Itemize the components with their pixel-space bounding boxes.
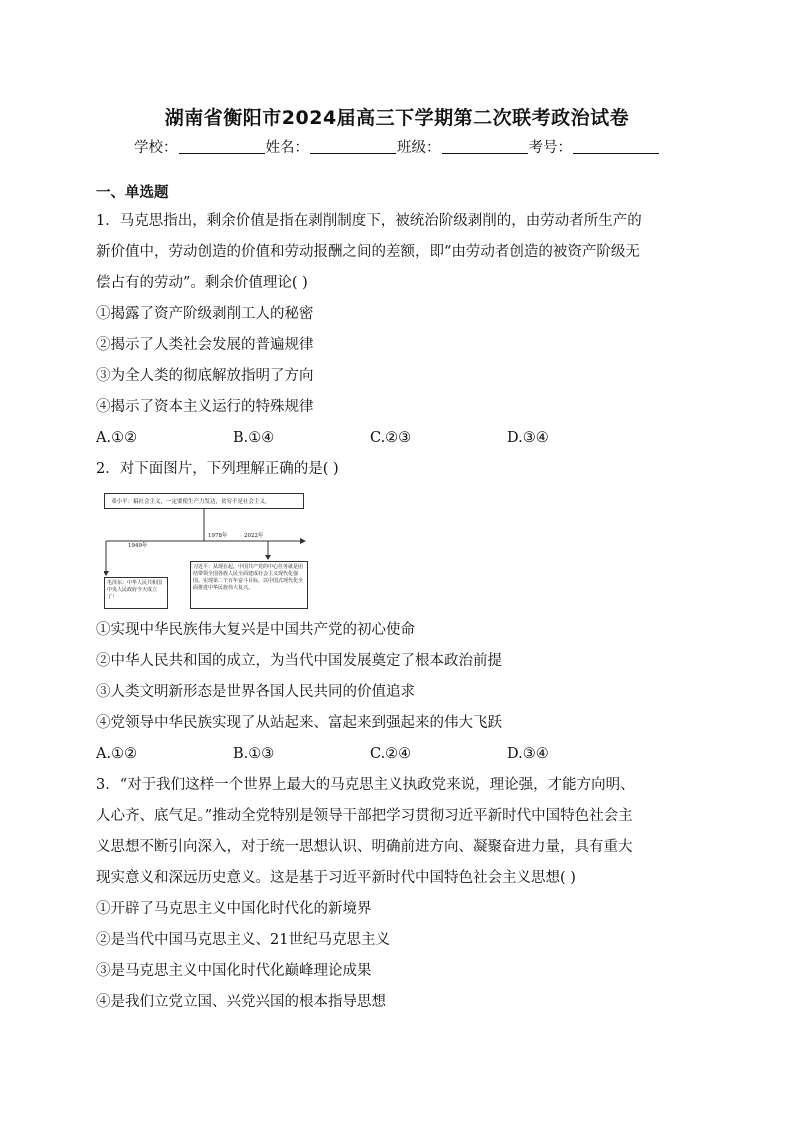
year-2022: 2022年 bbox=[244, 533, 264, 539]
question-3 bbox=[96, 770, 698, 1018]
q1-choice-b[interactable]: B.①④ bbox=[233, 430, 275, 446]
q2-timeline-figure bbox=[104, 493, 312, 611]
student-info-line bbox=[0, 136, 794, 157]
q2-choice-a[interactable]: A.①② bbox=[96, 746, 138, 762]
q1-stem-line: 1．马克思指出，剩余价值是指在剥削制度下，被统治阶级剥削的，由劳动者所生产的 bbox=[96, 213, 642, 229]
q3-statement-4: ④是我们立党立国、兴党兴国的根本指导思想 bbox=[96, 994, 386, 1010]
q2-statement-4: ④党领导中华民族实现了从站起来、富起来到强起来的伟大飞跃 bbox=[96, 715, 502, 731]
q3-statement-3: ③是马克思主义中国化时代化巅峰理论成果 bbox=[96, 963, 372, 979]
name-blank[interactable] bbox=[310, 139, 396, 154]
exam-no-label: 考号： bbox=[528, 140, 572, 156]
q2-stem: 2．对下面图片，下列理解正确的是( ) bbox=[96, 461, 339, 477]
q1-statement-3: ③为全人类的彻底解放指明了方向 bbox=[96, 368, 314, 384]
class-blank[interactable] bbox=[442, 139, 528, 154]
q3-stem-line: 义思想不断引向深入，对于统一思想认识、明确前进方向、凝聚奋进力量，具有重大 bbox=[96, 839, 633, 855]
q2-choice-c[interactable]: C.②④ bbox=[370, 746, 412, 762]
section-heading: 一、单选题 bbox=[96, 185, 169, 201]
question-1 bbox=[96, 206, 698, 454]
q2-statement-3: ③人类文明新形态是世界各国人民共同的价值追求 bbox=[96, 684, 415, 700]
q3-stem-line: 现实意义和深远历史意义。这是基于习近平新时代中国特色社会主义思想( ) bbox=[96, 870, 576, 886]
name-label: 姓名： bbox=[265, 140, 309, 156]
year-1978: 1978年 bbox=[208, 533, 228, 539]
q3-statement-1: ①开辟了马克思主义中国化时代化的新境界 bbox=[96, 901, 372, 917]
q3-statement-2: ②是当代中国马克思主义、21世纪马克思主义 bbox=[96, 932, 390, 948]
q3-stem-line: 3．“对于我们这样一个世界上最大的马克思主义执政党来说，理论强，才能方向明、 bbox=[96, 777, 635, 793]
q3-stem-line: 人心齐、底气足。”推动全党特别是领导干部把学习贯彻习近平新时代中国特色社会主 bbox=[96, 808, 633, 824]
q2-statement-2: ②中华人民共和国的成立，为当代中国发展奠定了根本政治前提 bbox=[96, 653, 502, 669]
question-2 bbox=[96, 454, 698, 770]
mao-quote-box: 毛泽东：中华人民共和国中央人民政府今天成立了！ bbox=[104, 577, 168, 609]
q2-choices bbox=[96, 739, 698, 770]
q1-choice-a[interactable]: A.①② bbox=[96, 430, 138, 446]
exam-no-blank[interactable] bbox=[573, 139, 659, 154]
q1-choice-c[interactable]: C.②③ bbox=[370, 430, 412, 446]
class-label: 班级： bbox=[397, 140, 441, 156]
q1-stem-line: 偿占有的劳动”。剩余价值理论( ) bbox=[96, 275, 308, 291]
school-blank[interactable] bbox=[179, 139, 265, 154]
q2-choice-d[interactable]: D.③④ bbox=[507, 746, 549, 762]
q2-statement-1: ①实现中华民族伟大复兴是中国共产党的初心使命 bbox=[96, 622, 415, 638]
q1-statement-1: ①揭露了资产阶级剥削工人的秘密 bbox=[96, 306, 314, 322]
q1-choices bbox=[96, 423, 698, 454]
q1-choice-d[interactable]: D.③④ bbox=[507, 430, 549, 446]
year-1949: 1949年 bbox=[128, 543, 148, 549]
page-title: 湖南省衡阳市2024届高三下学期第二次联考政治试卷 bbox=[164, 107, 630, 129]
exam-content bbox=[96, 180, 698, 1018]
q1-statement-4: ④揭示了资本主义运行的特殊规律 bbox=[96, 399, 314, 415]
xi-quote-box: 习近平：从现在起，中国共产党的中心任务就是团结带领全国各族人民全面建成社会主义现代化强国、实现第二个百年奋斗目标，以中国式现代化全面推进中华民族伟大复兴。 bbox=[190, 561, 308, 609]
q1-stem-line: 新价值中，劳动创造的价值和劳动报酬之间的差额，即“由劳动者创造的被资产阶级无 bbox=[96, 244, 640, 260]
school-label: 学校： bbox=[134, 140, 178, 156]
q1-statement-2: ②揭示了人类社会发展的普遍规律 bbox=[96, 337, 314, 353]
figure-top-quote: 邓小平：搞社会主义，一定要使生产力发达，贫穷不是社会主义。 bbox=[104, 493, 304, 509]
q2-choice-b[interactable]: B.①③ bbox=[233, 746, 275, 762]
